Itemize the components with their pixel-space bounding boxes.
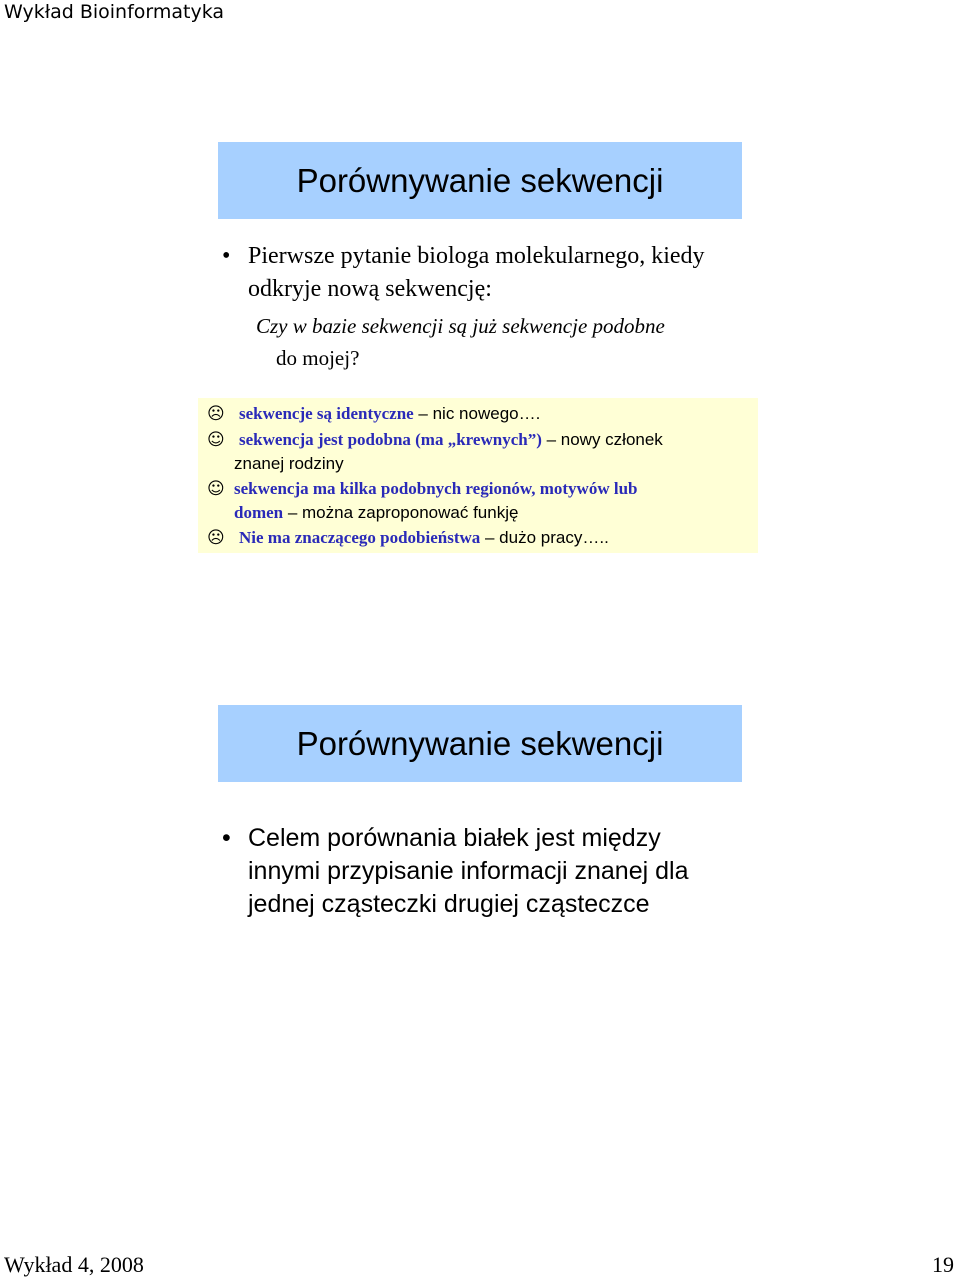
slide-2-bullet-text: Celem porównania białek jest między innymi przypisanie informacji znanej dla jednej cząsteczki drugiej cząsteczce xyxy=(248,824,689,918)
question-italic-text: Czy w bazie sekwencji są już sekwencje podobne xyxy=(256,314,665,338)
smiley-face-icon: ☺ xyxy=(207,430,225,450)
sad-face-icon: ☹ xyxy=(207,404,225,424)
page-number: 19 xyxy=(932,1252,954,1277)
outcomes-box xyxy=(198,398,758,553)
question-tail-text: do mojej? xyxy=(276,346,360,370)
document-header: Wykład Bioinformatyka xyxy=(4,1,225,23)
outcome-identical-strong: sekwencje są identyczne xyxy=(239,404,414,423)
outcome-identical-rest: – nic nowego…. xyxy=(413,404,541,423)
smiley-face-icon: ☺ xyxy=(207,479,225,499)
outcome-regions-strong: sekwencja ma kilka podobnych regionów, motywów lub xyxy=(234,479,638,498)
slide-1-bullet-text: Pierwsze pytanie biologa molekularnego, kiedy odkryje nową sekwencję: xyxy=(248,243,705,302)
slide-2-title: Porównywanie sekwencji xyxy=(218,705,742,782)
bullet-dot-icon: • xyxy=(222,243,231,269)
sad-face-icon: ☹ xyxy=(207,528,225,548)
outcome-regions-strong-line2: domen xyxy=(234,503,284,522)
slide-1-title: Porównywanie sekwencji xyxy=(218,142,742,219)
outcome-regions-rest: – można zaproponować funkję xyxy=(283,503,519,522)
outcome-similar-rest: – nowy członek xyxy=(541,430,663,449)
outcome-similar-rest-line2: znanej rodziny xyxy=(234,454,344,473)
bullet-dot-icon: • xyxy=(222,824,231,852)
outcome-no-similarity-rest: – dużo pracy….. xyxy=(480,528,609,547)
slide-1-question xyxy=(256,310,756,374)
footer-lecture: Wykład 4, 2008 xyxy=(4,1252,144,1277)
outcome-no-similarity-strong: Nie ma znaczącego podobieństwa xyxy=(239,528,481,547)
outcome-similar-strong: sekwencja jest podobna (ma „krewnych”) xyxy=(239,430,542,449)
